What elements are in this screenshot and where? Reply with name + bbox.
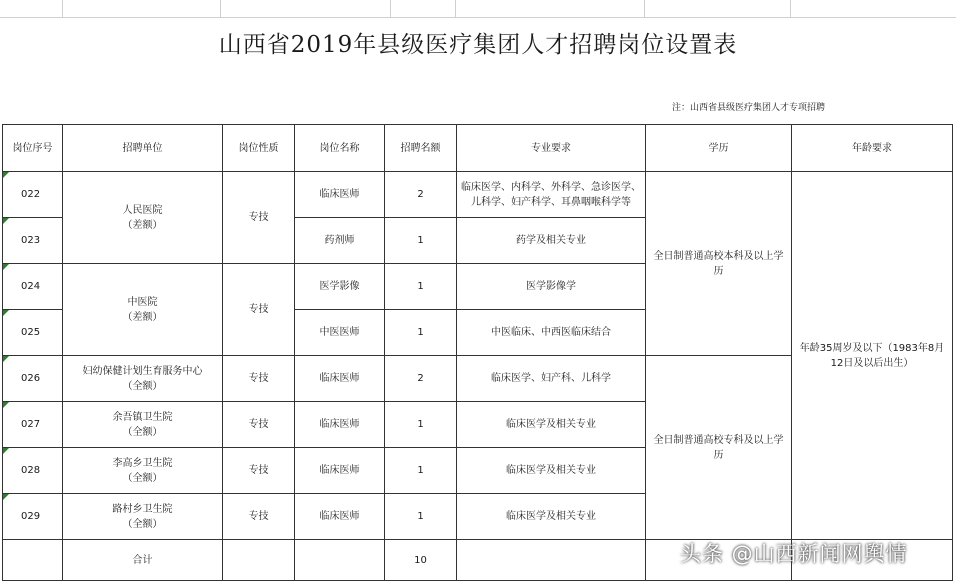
header-cell: 岗位名称 (295, 125, 385, 172)
table-row (3, 172, 953, 218)
nature-cell: 专技 (223, 494, 295, 540)
post-cell: 药剂师 (295, 218, 385, 264)
empty-cell (295, 540, 385, 581)
cell-flag-icon (3, 448, 9, 454)
post-cell: 临床医师 (295, 448, 385, 494)
post-cell: 临床医师 (295, 356, 385, 402)
nature-cell: 专技 (223, 448, 295, 494)
empty-cell (3, 540, 63, 581)
seq-cell: 028 (3, 448, 63, 494)
count-cell: 2 (385, 356, 457, 402)
seq-cell: 022 (3, 172, 63, 218)
empty-cell (223, 540, 295, 581)
note-text: 注：山西省县级医疗集团人才专项招聘 (672, 103, 826, 113)
count-cell: 2 (385, 172, 457, 218)
seq-cell: 024 (3, 264, 63, 310)
major-cell: 医学影像学 (457, 264, 646, 310)
recruitment-table (2, 124, 953, 581)
unit-cell: 路村乡卫生院 （全额） (63, 494, 223, 540)
count-cell: 1 (385, 310, 457, 356)
major-cell: 临床医学、妇产科、儿科学 (457, 356, 646, 402)
cell-flag-icon (3, 494, 9, 500)
cell-flag-icon (3, 310, 9, 316)
seq-cell: 027 (3, 402, 63, 448)
post-cell: 临床医师 (295, 494, 385, 540)
major-cell: 临床医学及相关专业 (457, 402, 646, 448)
post-cell: 临床医师 (295, 402, 385, 448)
header-cell: 岗位性质 (223, 125, 295, 172)
major-cell: 临床医学、内科学、外科学、急诊医学、儿科学、妇产科学、耳鼻咽喉科学等 (457, 172, 646, 218)
header-cell: 岗位序号 (3, 125, 63, 172)
cell-flag-icon (3, 402, 9, 408)
table-header-row (3, 125, 953, 172)
header-cell: 专业要求 (457, 125, 646, 172)
unit-cell: 妇幼保健计划生育服务中心 （全额） (63, 356, 223, 402)
cell-flag-icon (3, 356, 9, 362)
major-cell: 中医临床、中西医临床结合 (457, 310, 646, 356)
nature-cell: 专技 (223, 172, 295, 264)
sheet-gridlines (0, 0, 956, 18)
unit-cell: 余吾镇卫生院 （全额） (63, 402, 223, 448)
unit-cell: 人民医院 （差额） (63, 172, 223, 264)
major-cell: 临床医学及相关专业 (457, 448, 646, 494)
post-cell: 临床医师 (295, 172, 385, 218)
age-cell: 年龄35周岁及以下（1983年8月12日及以后出生） (792, 172, 953, 540)
nature-cell: 专技 (223, 264, 295, 356)
seq-cell: 025 (3, 310, 63, 356)
header-cell: 招聘单位 (63, 125, 223, 172)
seq-cell: 023 (3, 218, 63, 264)
total-count: 10 (385, 540, 457, 581)
post-cell: 医学影像 (295, 264, 385, 310)
cell-flag-icon (3, 264, 9, 270)
post-cell: 中医医师 (295, 310, 385, 356)
seq-cell: 026 (3, 356, 63, 402)
major-cell: 药学及相关专业 (457, 218, 646, 264)
unit-cell: 中医院 （差额） (63, 264, 223, 356)
nature-cell: 专技 (223, 356, 295, 402)
unit-cell: 李高乡卫生院 （全额） (63, 448, 223, 494)
education-cell: 全日制普通高校专科及以上学历 (646, 356, 792, 540)
empty-cell (457, 540, 646, 581)
cell-flag-icon (3, 172, 9, 178)
cell-flag-icon (3, 218, 9, 224)
seq-cell: 029 (3, 494, 63, 540)
total-label: 合计 (63, 540, 223, 581)
header-cell: 学历 (646, 125, 792, 172)
education-cell: 全日制普通高校本科及以上学历 (646, 172, 792, 356)
nature-cell: 专技 (223, 402, 295, 448)
header-cell: 年龄要求 (792, 125, 953, 172)
count-cell: 1 (385, 402, 457, 448)
count-cell: 1 (385, 218, 457, 264)
page-title: 山西省2019年县级医疗集团人才招聘岗位设置表 (218, 32, 738, 58)
count-cell: 1 (385, 494, 457, 540)
major-cell: 临床医学及相关专业 (457, 494, 646, 540)
count-cell: 1 (385, 264, 457, 310)
watermark: 头条 @山西新闻网舆情 (680, 542, 908, 566)
count-cell: 1 (385, 448, 457, 494)
header-cell: 招聘名额 (385, 125, 457, 172)
